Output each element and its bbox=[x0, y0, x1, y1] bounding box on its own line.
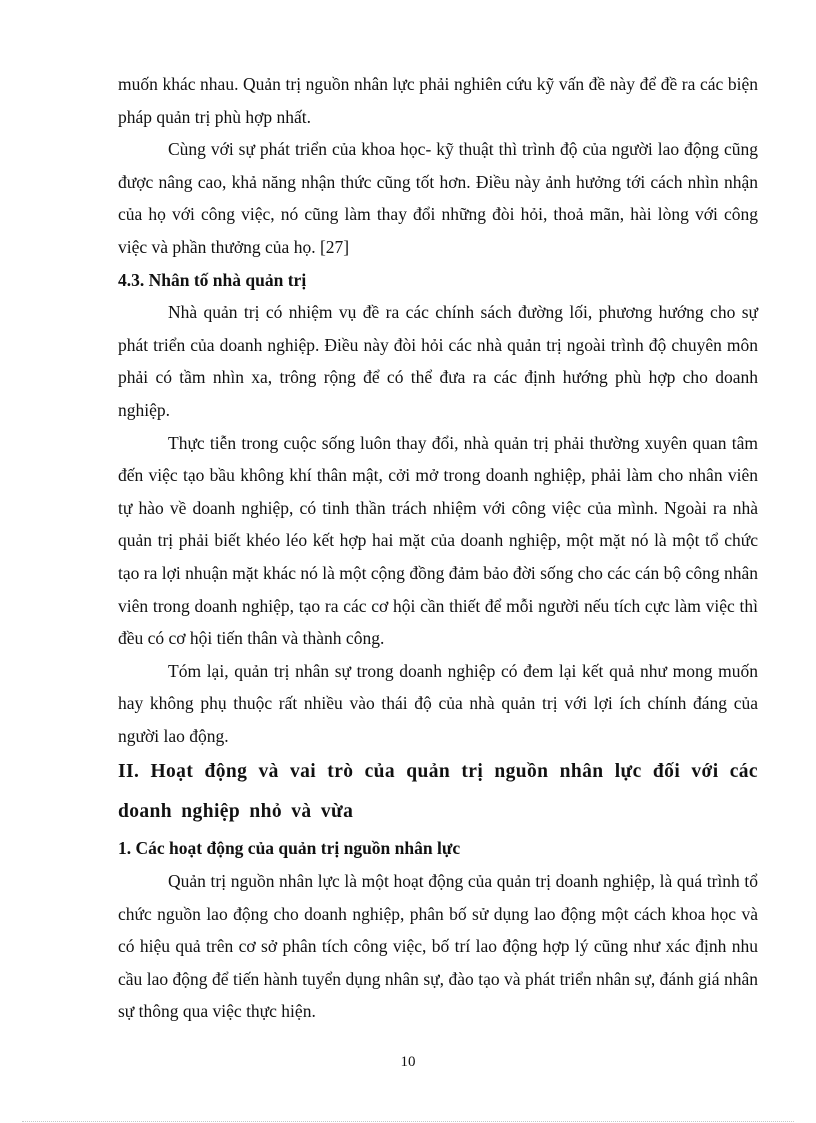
page-body bbox=[118, 68, 758, 1028]
paragraph-hr-activities: Quản trị nguồn nhân lực là một hoạt động của quản trị doanh nghiệp, là quá trình tổ chức nguồn lao động cho doanh nghiệp, phân bố sử dụng lao động một cách khoa học và có hiệu quả trên cơ sở phân tích công việc, bố trí lao động hợp lý cũng như xác định nhu cầu lao động để tiến hành tuyển dụng nhân sự, đào tạo và phát triển nhân sự, đánh giá nhân sự thông qua việc thực hiện. bbox=[118, 871, 758, 1022]
paragraph-manager-duties: Nhà quản trị có nhiệm vụ đề ra các chính sách đường lối, phương hướng cho sự phát triển của doanh nghiệp. Điều này đòi hỏi các nhà quản trị ngoài trình độ chuyên môn phải có tầm nhìn xa, trông rộng để có thể đưa ra các định hướng phù hợp cho doanh nghiệp. bbox=[118, 302, 758, 420]
page-bottom-divider bbox=[22, 1121, 794, 1122]
paragraph-science-technology: Cùng với sự phát triển của khoa học- kỹ thuật thì trình độ của người lao động cũng được nâng cao, khả năng nhận thức cũng tốt hơn. Điều này ảnh hưởng tới cách nhìn nhận của họ với công việc, nó cũng làm thay đổi những đòi hỏi, thoả mãn, hài lòng với công việc và phần thưởng của họ. [27] bbox=[118, 139, 758, 257]
section-heading-II: II. Hoạt động và vai trò của quản trị nguồn nhân lực đối với các doanh nghiệp nhỏ và vừa bbox=[118, 761, 758, 823]
section-heading-1: 1. Các hoạt động của quản trị nguồn nhân lực bbox=[118, 838, 461, 859]
page-number: 10 bbox=[400, 1054, 416, 1070]
paragraph-manager-practice: Thực tiễn trong cuộc sống luôn thay đổi, nhà quản trị phải thường xuyên quan tâm đến việc tạo bầu không khí thân mật, cởi mở trong doanh nghiệp, phải làm cho nhân viên tự hào về doanh nghiệp, có tinh thần trách nhiệm với công việc của mình. Ngoài ra nhà quản trị phải biết khéo léo kết hợp hai mặt của doanh nghiệp, một mặt nó là một tổ chức tạo ra lợi nhuận mặt khác nó là một cộng đồng đảm bảo đời sống cho các cán bộ công nhân viên trong doanh nghiệp, tạo ra các cơ hội cần thiết để mỗi người nếu tích cực làm việc thì đều có cơ hội tiến thân và thành công. bbox=[118, 432, 758, 649]
paragraph-continuation: muốn khác nhau. Quản trị nguồn nhân lực phải nghiên cứu kỹ vấn đề này để đề ra các biện pháp quản trị phù hợp nhất. bbox=[118, 74, 758, 127]
paragraph-summary: Tóm lại, quản trị nhân sự trong doanh nghiệp có đem lại kết quả như mong muốn hay không phụ thuộc rất nhiều vào thái độ của nhà quản trị với lợi ích chính đáng của người lao động. bbox=[118, 660, 758, 746]
section-heading-4-3: 4.3. Nhân tố nhà quản trị bbox=[118, 269, 307, 290]
